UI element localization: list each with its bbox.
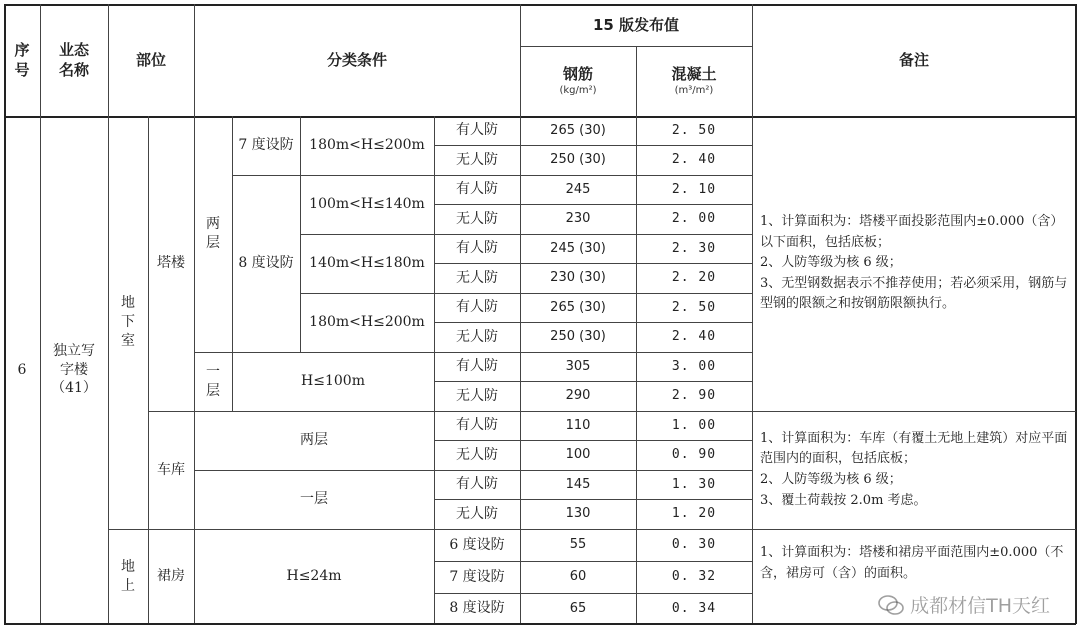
condition-cell: 8 度设防 (449, 600, 505, 617)
grid-hline (300, 175, 434, 176)
grid-hline (434, 381, 752, 382)
steel-value-cell: 230 (30) (550, 270, 606, 286)
concrete-value-cell: 0. 90 (671, 447, 717, 463)
grid-hline (434, 234, 752, 235)
condition-cell: 有人防 (456, 122, 498, 139)
condition-cell: 无人防 (456, 387, 498, 404)
grid-hline (232, 175, 300, 176)
garage-notes-body (760, 429, 1068, 511)
header-concrete-label: 混凝土 (671, 65, 717, 84)
grid-vline (434, 116, 435, 624)
basement-cell: 地 下 室 (121, 295, 135, 349)
height-le-100-cell: H≤100m (301, 373, 365, 390)
concrete-value-cell: 2. 50 (671, 299, 717, 315)
grid-hline (434, 411, 752, 412)
tower-note-1: 1、计算面积为：塔楼平面投影范围内±0.000（含）以下面积，包括底板； (760, 214, 1064, 250)
above-ground-cell: 地 上 (121, 558, 135, 594)
steel-value-cell: 305 (565, 358, 591, 374)
grid-hline (434, 293, 752, 294)
grid-vline (108, 4, 109, 624)
seq-cell: 6 (17, 361, 27, 378)
header-published-group: 15 版发布值 (592, 15, 680, 34)
concrete-value-cell: 3. 00 (671, 358, 717, 374)
steel-value-cell: 265 (30) (550, 122, 606, 138)
condition-cell: 6 度设防 (449, 536, 505, 553)
header-steel (520, 46, 636, 116)
garage-one-floor-cell: 一层 (300, 491, 328, 508)
concrete-value-cell: 2. 00 (671, 211, 717, 227)
tower-note-2: 2、人防等级为核 6 级； (760, 255, 902, 271)
concrete-value-cell: 2. 90 (671, 388, 717, 404)
seismic8-cell: 8 度设防 (238, 255, 294, 272)
height-le-24-cell: H≤24m (286, 568, 342, 585)
header-remarks: 备注 (898, 50, 929, 69)
grid-hline (434, 561, 752, 562)
grid-hline (4, 4, 1076, 6)
grid-hline (300, 293, 434, 294)
seismic7-cell: 7 度设防 (238, 137, 294, 154)
grid-hline (4, 623, 1076, 625)
header-concrete (636, 46, 752, 116)
condition-cell: 7 度设防 (449, 568, 505, 585)
grid-hline (434, 593, 752, 594)
one-floor-vertical-cell: 一 层 (206, 363, 220, 399)
grid-hline (434, 204, 752, 205)
grid-vline (4, 4, 6, 624)
condition-cell: 有人防 (456, 240, 498, 257)
garage-notes (752, 411, 1076, 529)
steel-value-cell: 130 (565, 506, 591, 522)
height-180-200a-cell: 180m<H≤200m (309, 137, 425, 154)
type-name-cell: 独立写 字楼 （41） (51, 342, 97, 397)
tower-cell: 塔楼 (157, 255, 185, 272)
concrete-value-cell: 1. 30 (671, 476, 717, 492)
concrete-value-cell: 0. 32 (671, 569, 717, 585)
condition-cell: 无人防 (456, 505, 498, 522)
condition-cell: 无人防 (456, 328, 498, 345)
condition-cell: 无人防 (456, 151, 498, 168)
concrete-value-cell: 2. 20 (671, 270, 717, 286)
height-140-180-cell: 140m<H≤180m (309, 255, 425, 272)
grid-hline (194, 352, 232, 353)
grid-vline (636, 46, 637, 624)
garage-note-1: 1、计算面积为：车库（有覆土无地上建筑）对应平面范围内的面积，包括底板； (760, 430, 1068, 467)
wechat-icon (878, 595, 904, 615)
concrete-value-cell: 1. 20 (671, 506, 717, 522)
garage-note-3: 3、覆土荷载按 2.0m 考虑。 (760, 492, 927, 508)
steel-value-cell: 245 (30) (550, 240, 606, 256)
grid-hline (434, 145, 752, 146)
grid-hline (434, 352, 752, 353)
steel-value-cell: 250 (30) (550, 329, 606, 345)
grid-hline (434, 440, 752, 441)
header-part: 部位 (135, 50, 166, 69)
condition-cell: 有人防 (456, 299, 498, 316)
grid-vline (1075, 4, 1077, 624)
condition-cell: 有人防 (456, 181, 498, 198)
grid-hline (148, 411, 434, 412)
grid-hline (752, 411, 1076, 412)
height-180-200b-cell: 180m<H≤200m (309, 314, 425, 331)
steel-value-cell: 245 (565, 181, 591, 197)
grid-hline (108, 529, 1076, 530)
grid-hline (434, 470, 752, 471)
podium-note-1: 1、计算面积为：塔楼和裙房平面范围内±0.000（不含，裙房可（含）的面积。 (760, 545, 1064, 581)
header-concrete-unit: (m³/m²) (674, 85, 714, 97)
steel-value-cell: 100 (565, 447, 591, 463)
podium-cell: 裙房 (157, 568, 185, 585)
steel-value-cell: 55 (569, 537, 587, 553)
two-floor-vertical-cell: 两 层 (206, 216, 220, 251)
concrete-value-cell: 2. 40 (671, 329, 717, 345)
tower-notes-body (760, 212, 1068, 315)
grid-vline (520, 4, 521, 624)
grid-hline (434, 263, 752, 264)
tower-note-3: 3、无型钢数据表示不推荐使用；若必须采用，钢筋与型钢的限额之和按钢筋限额执行。 (760, 275, 1068, 312)
concrete-value-cell: 2. 50 (671, 122, 717, 138)
height-100-140-cell: 100m<H≤140m (309, 196, 425, 213)
garage-cell: 车库 (157, 461, 185, 478)
condition-cell: 有人防 (456, 417, 498, 434)
header-type-name: 业态 名称 (58, 40, 89, 79)
grid-hline (434, 322, 752, 323)
grid-hline (434, 499, 752, 500)
concrete-value-cell: 2. 30 (671, 240, 717, 256)
grid-hline (4, 116, 1076, 118)
tower-notes (752, 116, 1076, 411)
garage-note-2: 2、人防等级为核 6 级； (760, 472, 902, 487)
steel-value-cell: 290 (565, 388, 591, 404)
condition-cell: 有人防 (456, 358, 498, 375)
grid-vline (752, 4, 753, 624)
grid-vline (148, 116, 149, 624)
grid-hline (300, 234, 434, 235)
concrete-value-cell: 1. 00 (671, 417, 717, 433)
steel-value-cell: 230 (565, 211, 591, 227)
garage-two-floors-cell: 两层 (300, 432, 328, 449)
condition-cell: 无人防 (456, 446, 498, 463)
watermark-text: 成都材信TH天红 (910, 595, 1050, 617)
grid-hline (232, 352, 434, 353)
header-steel-unit: (kg/m²) (559, 85, 597, 97)
header-seq: 序 号 (14, 40, 30, 79)
grid-hline (194, 470, 434, 471)
watermark (878, 591, 1050, 618)
condition-cell: 有人防 (456, 476, 498, 493)
steel-value-cell: 265 (30) (550, 299, 606, 315)
grid-vline (40, 4, 41, 624)
concrete-value-cell: 2. 10 (671, 181, 717, 197)
grid-vline (194, 4, 195, 116)
steel-value-cell: 145 (565, 476, 591, 492)
condition-cell: 无人防 (456, 210, 498, 227)
steel-value-cell: 110 (565, 417, 591, 433)
grid-vline (232, 116, 233, 411)
steel-value-cell: 250 (30) (550, 152, 606, 168)
concrete-value-cell: 0. 34 (671, 600, 717, 616)
concrete-value-cell: 0. 30 (671, 537, 717, 553)
podium-notes-body (760, 543, 1068, 584)
grid-hline (434, 175, 752, 176)
grid-vline (194, 116, 195, 624)
condition-cell: 无人防 (456, 269, 498, 286)
header-steel-label: 钢筋 (562, 65, 593, 84)
header-classification: 分类条件 (326, 50, 387, 69)
steel-value-cell: 65 (569, 600, 587, 616)
quota-table (4, 4, 1076, 624)
concrete-value-cell: 2. 40 (671, 152, 717, 168)
steel-value-cell: 60 (569, 569, 587, 585)
